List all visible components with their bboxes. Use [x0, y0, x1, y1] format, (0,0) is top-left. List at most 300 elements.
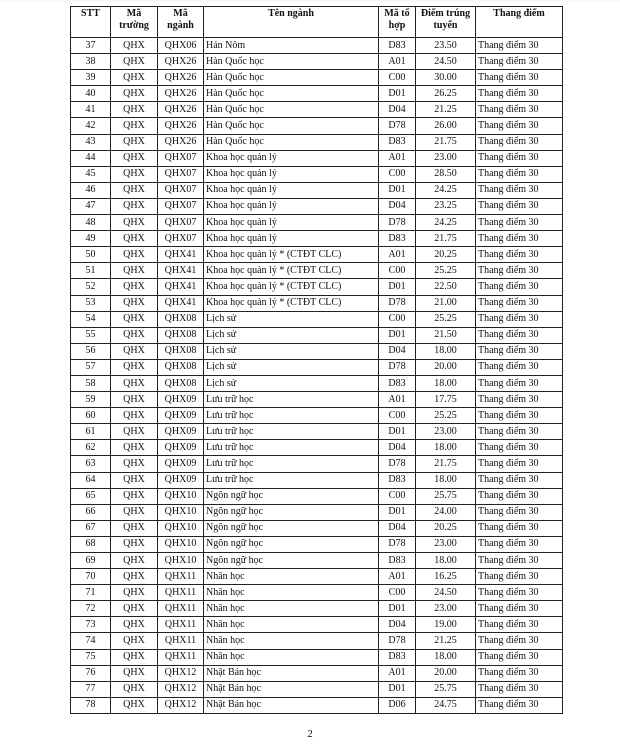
- cell-combo-code: D83: [379, 231, 416, 247]
- cell-stt: 72: [71, 601, 111, 617]
- cell-score: 24.00: [416, 504, 476, 520]
- cell-score: 20.00: [416, 359, 476, 375]
- cell-stt: 42: [71, 118, 111, 134]
- cell-stt: 62: [71, 440, 111, 456]
- cell-major-name: Hàn Quốc học: [204, 86, 379, 102]
- cell-combo-code: D83: [379, 375, 416, 391]
- cell-scale: Thang điểm 30: [476, 279, 563, 295]
- cell-stt: 56: [71, 343, 111, 359]
- cell-score: 16.25: [416, 569, 476, 585]
- cell-school-code: QHX: [111, 649, 158, 665]
- cell-combo-code: D83: [379, 553, 416, 569]
- cell-combo-code: D83: [379, 649, 416, 665]
- cell-major-name: Khoa học quản lý: [204, 166, 379, 182]
- cell-combo-code: C00: [379, 70, 416, 86]
- cell-school-code: QHX: [111, 585, 158, 601]
- cell-score: 18.00: [416, 440, 476, 456]
- cell-scale: Thang điểm 30: [476, 440, 563, 456]
- cell-stt: 65: [71, 488, 111, 504]
- cell-combo-code: D78: [379, 536, 416, 552]
- table-row: [71, 343, 563, 359]
- cell-score: 18.00: [416, 375, 476, 391]
- cell-major-name: Lịch sử: [204, 327, 379, 343]
- cell-score: 18.00: [416, 343, 476, 359]
- cell-combo-code: D04: [379, 102, 416, 118]
- cell-major-name: Khoa học quản lý * (CTĐT CLC): [204, 279, 379, 295]
- cell-stt: 44: [71, 150, 111, 166]
- cell-major-name: Nhân học: [204, 585, 379, 601]
- cell-major-code: QHX09: [158, 408, 204, 424]
- page-number: 2: [307, 728, 313, 740]
- table-row: [71, 86, 563, 102]
- cell-combo-code: C00: [379, 488, 416, 504]
- cell-stt: 70: [71, 569, 111, 585]
- cell-school-code: QHX: [111, 263, 158, 279]
- cell-combo-code: D01: [379, 601, 416, 617]
- table-row: [71, 649, 563, 665]
- cell-score: 24.50: [416, 54, 476, 70]
- cell-major-name: Nhật Bản học: [204, 665, 379, 681]
- table-row: [71, 279, 563, 295]
- cell-scale: Thang điểm 30: [476, 166, 563, 182]
- cell-major-code: QHX07: [158, 150, 204, 166]
- cell-major-code: QHX12: [158, 697, 204, 713]
- header-stt: STT: [71, 7, 111, 38]
- cell-score: 23.00: [416, 424, 476, 440]
- cell-major-name: Khoa học quản lý: [204, 231, 379, 247]
- cell-school-code: QHX: [111, 166, 158, 182]
- cell-combo-code: D04: [379, 198, 416, 214]
- cell-major-name: Hàn Quốc học: [204, 102, 379, 118]
- cell-score: 24.75: [416, 697, 476, 713]
- cell-school-code: QHX: [111, 633, 158, 649]
- cell-scale: Thang điểm 30: [476, 343, 563, 359]
- cell-major-name: Lưu trữ học: [204, 440, 379, 456]
- cell-scale: Thang điểm 30: [476, 150, 563, 166]
- cell-stt: 78: [71, 697, 111, 713]
- cell-combo-code: D04: [379, 520, 416, 536]
- cell-stt: 61: [71, 424, 111, 440]
- cell-major-code: QHX41: [158, 263, 204, 279]
- table-row: [71, 247, 563, 263]
- cell-combo-code: D78: [379, 456, 416, 472]
- cell-major-code: QHX07: [158, 198, 204, 214]
- cell-score: 18.00: [416, 472, 476, 488]
- cell-major-name: Nhân học: [204, 633, 379, 649]
- cell-major-code: QHX11: [158, 617, 204, 633]
- header-major-name: Tên ngành: [204, 7, 379, 38]
- cell-scale: Thang điểm 30: [476, 295, 563, 311]
- cell-scale: Thang điểm 30: [476, 38, 563, 54]
- cell-stt: 66: [71, 504, 111, 520]
- cell-combo-code: D78: [379, 118, 416, 134]
- cell-scale: Thang điểm 30: [476, 215, 563, 231]
- cell-major-code: QHX26: [158, 70, 204, 86]
- cell-major-name: Lịch sử: [204, 375, 379, 391]
- table-row: [71, 70, 563, 86]
- cell-stt: 41: [71, 102, 111, 118]
- table-row: [71, 633, 563, 649]
- cell-scale: Thang điểm 30: [476, 520, 563, 536]
- cell-school-code: QHX: [111, 102, 158, 118]
- cell-school-code: QHX: [111, 456, 158, 472]
- table-row: [71, 263, 563, 279]
- cell-combo-code: D01: [379, 681, 416, 697]
- table-row: [71, 456, 563, 472]
- cell-school-code: QHX: [111, 279, 158, 295]
- cell-score: 18.00: [416, 649, 476, 665]
- cell-school-code: QHX: [111, 327, 158, 343]
- cell-scale: Thang điểm 30: [476, 375, 563, 391]
- cell-combo-code: C00: [379, 311, 416, 327]
- cell-scale: Thang điểm 30: [476, 70, 563, 86]
- cell-major-name: Nhật Bản học: [204, 697, 379, 713]
- cell-score: 21.25: [416, 102, 476, 118]
- cell-major-code: QHX09: [158, 472, 204, 488]
- cell-major-name: Hán Nôm: [204, 38, 379, 54]
- cell-major-name: Lịch sử: [204, 343, 379, 359]
- cell-stt: 69: [71, 553, 111, 569]
- cell-score: 21.25: [416, 633, 476, 649]
- cell-stt: 68: [71, 536, 111, 552]
- cell-major-name: Hàn Quốc học: [204, 134, 379, 150]
- cell-stt: 77: [71, 681, 111, 697]
- cell-combo-code: D01: [379, 182, 416, 198]
- cell-score: 21.75: [416, 231, 476, 247]
- cell-school-code: QHX: [111, 54, 158, 70]
- cell-major-name: Nhật Bản học: [204, 681, 379, 697]
- cell-major-code: QHX08: [158, 327, 204, 343]
- cell-stt: 51: [71, 263, 111, 279]
- table-row: [71, 231, 563, 247]
- cell-scale: Thang điểm 30: [476, 553, 563, 569]
- cell-combo-code: A01: [379, 247, 416, 263]
- cell-school-code: QHX: [111, 38, 158, 54]
- cell-major-code: QHX07: [158, 182, 204, 198]
- cell-school-code: QHX: [111, 295, 158, 311]
- cell-school-code: QHX: [111, 408, 158, 424]
- cell-combo-code: D01: [379, 504, 416, 520]
- cell-major-name: Nhân học: [204, 649, 379, 665]
- cell-score: 20.25: [416, 247, 476, 263]
- table-row: [71, 375, 563, 391]
- header-combo-code: Mã tổ hợp: [379, 7, 416, 38]
- cell-school-code: QHX: [111, 424, 158, 440]
- table-row: [71, 38, 563, 54]
- cell-school-code: QHX: [111, 472, 158, 488]
- cell-major-code: QHX10: [158, 536, 204, 552]
- table-row: [71, 488, 563, 504]
- table-row: [71, 392, 563, 408]
- cell-major-name: Khoa học quản lý: [204, 182, 379, 198]
- cell-major-code: QHX26: [158, 102, 204, 118]
- cell-stt: 47: [71, 198, 111, 214]
- cell-stt: 43: [71, 134, 111, 150]
- cell-major-code: QHX10: [158, 488, 204, 504]
- cell-major-name: Khoa học quản lý: [204, 215, 379, 231]
- cell-scale: Thang điểm 30: [476, 456, 563, 472]
- cell-stt: 63: [71, 456, 111, 472]
- cell-major-name: Nhân học: [204, 601, 379, 617]
- cell-score: 23.00: [416, 536, 476, 552]
- cell-major-code: QHX07: [158, 215, 204, 231]
- cell-stt: 37: [71, 38, 111, 54]
- cell-score: 25.25: [416, 263, 476, 279]
- cell-scale: Thang điểm 30: [476, 569, 563, 585]
- table-row: [71, 697, 563, 713]
- cell-major-name: Hàn Quốc học: [204, 70, 379, 86]
- cell-score: 26.00: [416, 118, 476, 134]
- header-major-code: Mã ngành: [158, 7, 204, 38]
- cell-stt: 39: [71, 70, 111, 86]
- cell-school-code: QHX: [111, 601, 158, 617]
- cell-stt: 71: [71, 585, 111, 601]
- table-row: [71, 102, 563, 118]
- cell-combo-code: A01: [379, 392, 416, 408]
- cell-stt: 49: [71, 231, 111, 247]
- cell-major-name: Lưu trữ học: [204, 392, 379, 408]
- cell-score: 20.00: [416, 665, 476, 681]
- cell-major-name: Hàn Quốc học: [204, 118, 379, 134]
- table-header-row: [71, 7, 563, 38]
- cell-scale: Thang điểm 30: [476, 536, 563, 552]
- cell-combo-code: D78: [379, 295, 416, 311]
- cell-major-code: QHX11: [158, 649, 204, 665]
- cell-stt: 40: [71, 86, 111, 102]
- table-row: [71, 150, 563, 166]
- cell-major-name: Lưu trữ học: [204, 424, 379, 440]
- cell-stt: 55: [71, 327, 111, 343]
- cell-school-code: QHX: [111, 536, 158, 552]
- cell-combo-code: D83: [379, 134, 416, 150]
- cell-major-code: QHX09: [158, 392, 204, 408]
- cell-stt: 76: [71, 665, 111, 681]
- cell-combo-code: A01: [379, 54, 416, 70]
- cell-scale: Thang điểm 30: [476, 601, 563, 617]
- cell-scale: Thang điểm 30: [476, 263, 563, 279]
- table-row: [71, 601, 563, 617]
- cell-major-name: Nhân học: [204, 569, 379, 585]
- cell-scale: Thang điểm 30: [476, 424, 563, 440]
- cell-major-name: Lịch sử: [204, 359, 379, 375]
- table-row: [71, 118, 563, 134]
- cell-major-code: QHX26: [158, 134, 204, 150]
- cell-school-code: QHX: [111, 488, 158, 504]
- cell-combo-code: D01: [379, 327, 416, 343]
- cell-major-code: QHX41: [158, 295, 204, 311]
- table-row: [71, 215, 563, 231]
- cell-major-code: QHX11: [158, 601, 204, 617]
- cell-combo-code: D06: [379, 697, 416, 713]
- cell-major-code: QHX41: [158, 247, 204, 263]
- cell-major-code: QHX12: [158, 665, 204, 681]
- header-school-code: Mã trường: [111, 7, 158, 38]
- cell-scale: Thang điểm 30: [476, 697, 563, 713]
- table-row: [71, 424, 563, 440]
- cell-major-code: QHX10: [158, 520, 204, 536]
- cell-school-code: QHX: [111, 617, 158, 633]
- table-row: [71, 681, 563, 697]
- cell-school-code: QHX: [111, 520, 158, 536]
- cell-score: 25.75: [416, 488, 476, 504]
- cell-score: 30.00: [416, 70, 476, 86]
- cell-score: 23.25: [416, 198, 476, 214]
- cell-major-name: Khoa học quản lý * (CTĐT CLC): [204, 295, 379, 311]
- cell-stt: 46: [71, 182, 111, 198]
- table-row: [71, 182, 563, 198]
- cell-school-code: QHX: [111, 665, 158, 681]
- cell-combo-code: A01: [379, 150, 416, 166]
- cell-major-name: Lịch sử: [204, 311, 379, 327]
- cell-major-name: Khoa học quản lý * (CTĐT CLC): [204, 263, 379, 279]
- cell-combo-code: A01: [379, 569, 416, 585]
- cell-score: 17.75: [416, 392, 476, 408]
- cell-scale: Thang điểm 30: [476, 182, 563, 198]
- cell-combo-code: D04: [379, 440, 416, 456]
- cell-major-name: Khoa học quản lý: [204, 150, 379, 166]
- cell-major-code: QHX10: [158, 504, 204, 520]
- table-row: [71, 440, 563, 456]
- cell-major-name: Khoa học quản lý * (CTĐT CLC): [204, 247, 379, 263]
- cell-score: 25.25: [416, 311, 476, 327]
- cell-combo-code: D04: [379, 343, 416, 359]
- header-score: Điểm trúng tuyển: [416, 7, 476, 38]
- table-body: [71, 38, 563, 714]
- cell-score: 19.00: [416, 617, 476, 633]
- table-row: [71, 408, 563, 424]
- cell-major-code: QHX26: [158, 86, 204, 102]
- cell-scale: Thang điểm 30: [476, 472, 563, 488]
- cell-scale: Thang điểm 30: [476, 102, 563, 118]
- cell-school-code: QHX: [111, 569, 158, 585]
- table-row: [71, 198, 563, 214]
- cell-major-name: Ngôn ngữ học: [204, 520, 379, 536]
- cell-scale: Thang điểm 30: [476, 649, 563, 665]
- cell-school-code: QHX: [111, 681, 158, 697]
- cell-school-code: QHX: [111, 553, 158, 569]
- cell-stt: 57: [71, 359, 111, 375]
- cell-scale: Thang điểm 30: [476, 247, 563, 263]
- cell-school-code: QHX: [111, 198, 158, 214]
- cell-score: 25.25: [416, 408, 476, 424]
- cell-stt: 45: [71, 166, 111, 182]
- table-row: [71, 54, 563, 70]
- cell-major-name: Khoa học quản lý: [204, 198, 379, 214]
- cell-major-code: QHX12: [158, 681, 204, 697]
- cell-scale: Thang điểm 30: [476, 504, 563, 520]
- cell-score: 20.25: [416, 520, 476, 536]
- cell-combo-code: C00: [379, 166, 416, 182]
- cell-school-code: QHX: [111, 70, 158, 86]
- cell-combo-code: D01: [379, 86, 416, 102]
- cell-stt: 50: [71, 247, 111, 263]
- cell-school-code: QHX: [111, 86, 158, 102]
- cell-combo-code: D01: [379, 279, 416, 295]
- cell-school-code: QHX: [111, 215, 158, 231]
- cell-school-code: QHX: [111, 697, 158, 713]
- table-row: [71, 134, 563, 150]
- cell-scale: Thang điểm 30: [476, 585, 563, 601]
- cell-major-code: QHX11: [158, 633, 204, 649]
- table-row: [71, 536, 563, 552]
- cell-score: 24.25: [416, 182, 476, 198]
- header-scale: Thang điểm: [476, 7, 563, 38]
- cell-major-name: Lưu trữ học: [204, 472, 379, 488]
- cell-school-code: QHX: [111, 247, 158, 263]
- cell-major-code: QHX08: [158, 311, 204, 327]
- cell-school-code: QHX: [111, 231, 158, 247]
- cell-score: 21.00: [416, 295, 476, 311]
- cell-scale: Thang điểm 30: [476, 408, 563, 424]
- cell-stt: 60: [71, 408, 111, 424]
- cell-score: 23.00: [416, 150, 476, 166]
- cell-school-code: QHX: [111, 343, 158, 359]
- cell-major-code: QHX07: [158, 231, 204, 247]
- cell-scale: Thang điểm 30: [476, 488, 563, 504]
- cell-major-code: QHX08: [158, 359, 204, 375]
- cell-stt: 59: [71, 392, 111, 408]
- cell-scale: Thang điểm 30: [476, 633, 563, 649]
- table-row: [71, 166, 563, 182]
- table-row: [71, 472, 563, 488]
- cell-major-code: QHX11: [158, 585, 204, 601]
- cell-combo-code: D78: [379, 633, 416, 649]
- cell-combo-code: D83: [379, 472, 416, 488]
- cell-combo-code: D78: [379, 359, 416, 375]
- cell-combo-code: D83: [379, 38, 416, 54]
- cell-combo-code: C00: [379, 263, 416, 279]
- cell-school-code: QHX: [111, 392, 158, 408]
- table-row: [71, 295, 563, 311]
- cell-major-name: Ngôn ngữ học: [204, 504, 379, 520]
- cell-score: 25.75: [416, 681, 476, 697]
- cell-combo-code: A01: [379, 665, 416, 681]
- cell-stt: 54: [71, 311, 111, 327]
- cell-scale: Thang điểm 30: [476, 617, 563, 633]
- cell-scale: Thang điểm 30: [476, 118, 563, 134]
- cell-stt: 74: [71, 633, 111, 649]
- table-row: [71, 520, 563, 536]
- cell-combo-code: C00: [379, 408, 416, 424]
- cell-score: 23.50: [416, 38, 476, 54]
- cell-stt: 48: [71, 215, 111, 231]
- cell-major-code: QHX26: [158, 54, 204, 70]
- cell-score: 23.00: [416, 601, 476, 617]
- table-row: [71, 327, 563, 343]
- cell-school-code: QHX: [111, 134, 158, 150]
- cell-score: 21.50: [416, 327, 476, 343]
- cell-major-code: QHX08: [158, 343, 204, 359]
- cell-major-name: Ngôn ngữ học: [204, 488, 379, 504]
- cell-combo-code: C00: [379, 585, 416, 601]
- admission-scores-table: [70, 6, 563, 714]
- cell-stt: 52: [71, 279, 111, 295]
- cell-scale: Thang điểm 30: [476, 327, 563, 343]
- cell-major-name: Ngôn ngữ học: [204, 553, 379, 569]
- cell-score: 26.25: [416, 86, 476, 102]
- cell-stt: 53: [71, 295, 111, 311]
- cell-score: 21.75: [416, 456, 476, 472]
- cell-major-name: Lưu trữ học: [204, 408, 379, 424]
- cell-stt: 64: [71, 472, 111, 488]
- cell-major-name: Hàn Quốc học: [204, 54, 379, 70]
- cell-scale: Thang điểm 30: [476, 681, 563, 697]
- cell-combo-code: D04: [379, 617, 416, 633]
- table-row: [71, 553, 563, 569]
- table-row: [71, 585, 563, 601]
- cell-score: 21.75: [416, 134, 476, 150]
- cell-stt: 58: [71, 375, 111, 391]
